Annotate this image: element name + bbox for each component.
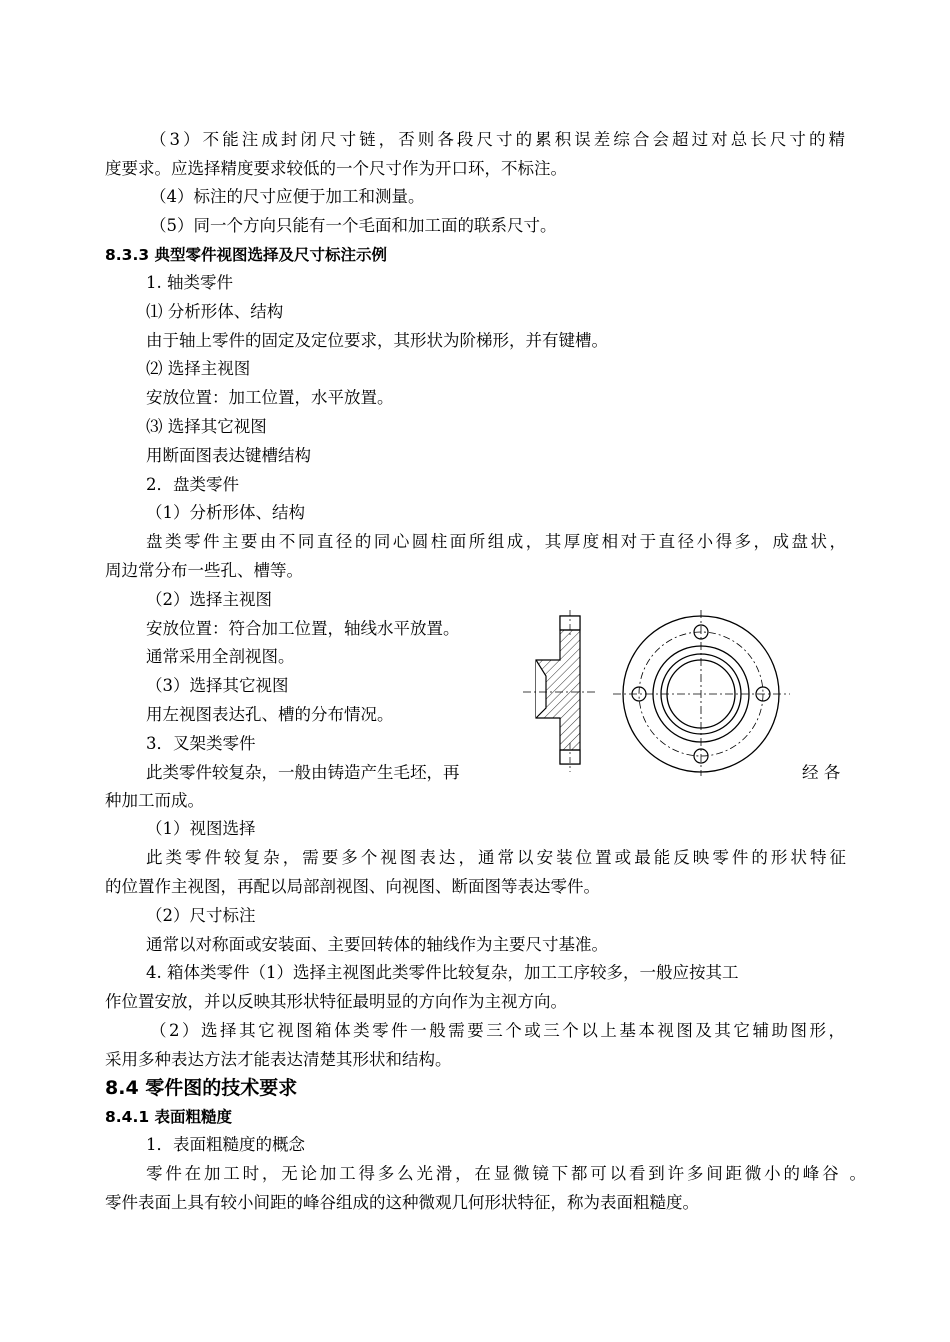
paragraph-line: （5）同一个方向只能有一个毛面和加工面的联系尺寸。: [150, 216, 557, 235]
paragraph-line: 用断面图表达键槽结构: [146, 446, 311, 465]
front-view: [613, 610, 790, 776]
paragraph-line: （3）不能注成封闭尺寸链，否则各段尺寸的累积误差综合会超过对总长尺寸的精: [150, 130, 845, 149]
paragraph-line: 种加工而成。: [105, 791, 204, 810]
paragraph-line: 经 各: [802, 763, 841, 782]
paragraph-line: 度要求。应选择精度要求较低的一个尺寸作为开口环，不标注。: [105, 159, 567, 178]
paragraph-line: 4. 箱体类零件（1）选择主视图此类零件比较复杂，加工工序较多，一般应按其工: [146, 963, 739, 982]
paragraph-line: 3．叉架类零件: [146, 734, 256, 753]
paragraph-line: 周边常分布一些孔、槽等。: [105, 561, 303, 580]
paragraph-line: 通常采用全剖视图。: [146, 647, 295, 666]
paragraph-line: 1. 轴类零件: [146, 273, 233, 292]
paragraph-line: 1．表面粗糙度的概念: [146, 1135, 305, 1154]
paragraph-line: 安放位置：符合加工位置，轴线水平放置。: [146, 619, 460, 638]
section-heading: 8.4.1 表面粗糙度: [105, 1108, 233, 1126]
paragraph-line: 用左视图表达孔、槽的分布情况。: [146, 705, 394, 724]
paragraph-line: 采用多种表达方法才能表达清楚其形状和结构。: [105, 1050, 452, 1069]
paragraph-line: 安放位置：加工位置，水平放置。: [146, 388, 394, 407]
paragraph-line: 此类零件较复杂，一般由铸造产生毛坯，再: [146, 763, 460, 782]
paragraph-line: （2）选择主视图: [146, 590, 272, 609]
paragraph-line: ⑵ 选择主视图: [146, 359, 251, 378]
paragraph-line: ⑶ 选择其它视图: [146, 417, 267, 436]
paragraph-line: 由于轴上零件的固定及定位要求，其形状为阶梯形，并有键槽。: [146, 331, 608, 350]
paragraph-line: 此类零件较复杂，需要多个视图表达，通常以安装位置或最能反映零件的形状特征: [146, 848, 846, 867]
paragraph-line: （1）分析形体、结构: [146, 503, 305, 522]
flange-disc-drawing-icon: [518, 608, 798, 778]
paragraph-line: 零件表面上具有较小间距的峰谷组成的这种微观几何形状特征，称为表面粗糙度。: [105, 1193, 699, 1212]
paragraph-line: （1）视图选择: [146, 819, 256, 838]
paragraph-line: 零件在加工时，无论加工得多么光滑，在显微镜下都可以看到许多间距微小的峰谷 。: [146, 1164, 866, 1183]
paragraph-line: 的位置作主视图，再配以局部剖视图、向视图、断面图等表达零件。: [105, 877, 600, 896]
section-heading: 8.4 零件图的技术要求: [105, 1077, 298, 1099]
paragraph-line: 2．盘类零件: [146, 475, 239, 494]
paragraph-line: （2）尺寸标注: [146, 906, 256, 925]
paragraph-line: （2）选择其它视图箱体类零件一般需要三个或三个以上基本视图及其它辅助图形，: [150, 1021, 845, 1040]
paragraph-line: 作位置安放，并以反映其形状特征最明显的方向作为主视方向。: [105, 992, 567, 1011]
section-view: [523, 610, 598, 772]
paragraph-line: （4）标注的尺寸应便于加工和测量。: [150, 187, 425, 206]
paragraph-line: （3）选择其它视图: [146, 676, 289, 695]
paragraph-line: 通常以对称面或安装面、主要回转体的轴线作为主要尺寸基准。: [146, 935, 608, 954]
paragraph-line: 盘类零件主要由不同直径的同心圆柱面所组成，其厚度相对于直径小得多，成盘状，: [146, 532, 846, 551]
paragraph-line: ⑴ 分析形体、结构: [146, 302, 284, 321]
section-heading: 8.3.3 典型零件视图选择及尺寸标注示例: [105, 246, 388, 264]
